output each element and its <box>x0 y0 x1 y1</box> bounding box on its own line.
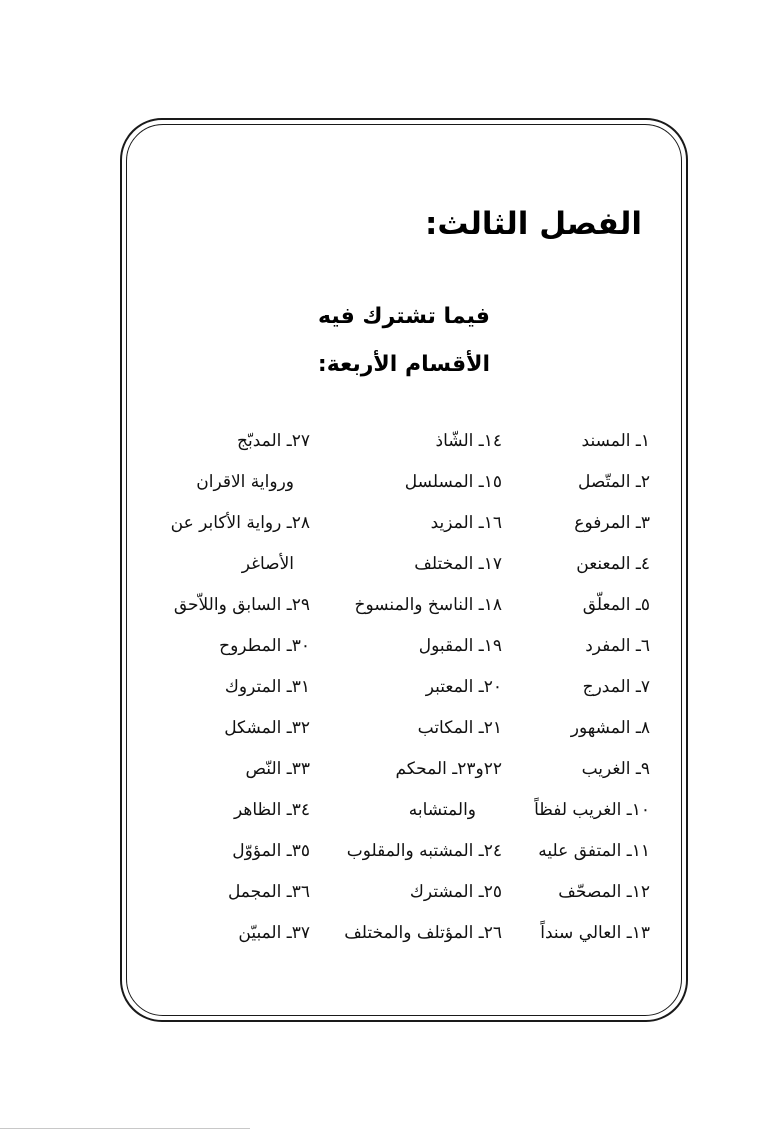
category-column-3 <box>171 426 310 959</box>
category-item: ٢٨ـ رواية الأكابر عن <box>170 513 310 533</box>
category-item-continuation: الأصاغر <box>241 554 294 574</box>
category-column-1 <box>534 426 650 959</box>
category-item: ٣٦ـ المجمل <box>227 882 310 902</box>
category-item: ١٦ـ المزيد <box>430 513 502 533</box>
category-item: ٢٠ـ المعتبر <box>425 677 502 697</box>
category-item: ١٣ـ العالي سنداً <box>540 923 650 943</box>
category-item: ٢١ـ المكاتب <box>417 718 502 738</box>
category-item: ٩ـ الغريب <box>581 759 650 779</box>
category-item: ٢ـ المتّصل <box>577 472 650 492</box>
category-item-continuation: ورواية الاقران <box>196 472 294 492</box>
subtitle-line-2: الأقسام الأربعة: <box>317 352 491 377</box>
category-item: ٢٤ـ المشتبه والمقلوب <box>346 841 502 861</box>
category-item: ٣٧ـ المبيّن <box>238 923 310 943</box>
category-item: ١٩ـ المقبول <box>418 636 502 656</box>
category-item: ١ـ المسند <box>581 431 650 451</box>
category-item: ٦ـ المفرد <box>585 636 650 656</box>
category-item: ٨ـ المشهور <box>570 718 650 738</box>
category-item: ١٢ـ المصحّف <box>558 882 650 902</box>
category-item: ٧ـ المدرج <box>582 677 650 697</box>
category-item: ٢٢و٢٣ـ المحكم <box>395 759 502 779</box>
category-item: ٢٧ـ المدبّج <box>236 431 310 451</box>
page-content <box>126 124 682 1016</box>
category-item: ١٤ـ الشّاذ <box>435 431 502 451</box>
category-item: ١١ـ المتفق عليه <box>538 841 650 861</box>
category-item: ٣٣ـ النّص <box>245 759 310 779</box>
scan-edge-line <box>0 1128 250 1129</box>
category-item-continuation: والمتشابه <box>408 800 476 820</box>
chapter-title: الفصل الثالث: <box>425 206 642 242</box>
category-item: ٣٠ـ المطروح <box>219 636 310 656</box>
category-item: ٢٩ـ السابق واللاّحق <box>173 595 310 615</box>
category-item: ٣٥ـ المؤوّل <box>232 841 310 861</box>
category-item: ٥ـ المعلّق <box>582 595 650 615</box>
category-item: ١٠ـ الغريب لفظاً <box>534 800 650 820</box>
category-item: ٣١ـ المتروك <box>224 677 310 697</box>
category-item: ٢٥ـ المشترك <box>409 882 502 902</box>
category-item: ١٨ـ الناسخ والمنسوخ <box>354 595 502 615</box>
category-item: ١٥ـ المسلسل <box>404 472 502 492</box>
category-item: ٣ـ المرفوع <box>574 513 650 533</box>
category-column-2 <box>344 426 502 959</box>
category-item: ٢٦ـ المؤتلف والمختلف <box>344 923 502 943</box>
category-item: ٣٢ـ المشكل <box>224 718 310 738</box>
category-item: ٣٤ـ الظاهر <box>233 800 310 820</box>
category-item: ١٧ـ المختلف <box>414 554 502 574</box>
subtitle-line-1: فيما تشترك فيه <box>318 304 490 329</box>
category-item: ٤ـ المعنعن <box>576 554 650 574</box>
